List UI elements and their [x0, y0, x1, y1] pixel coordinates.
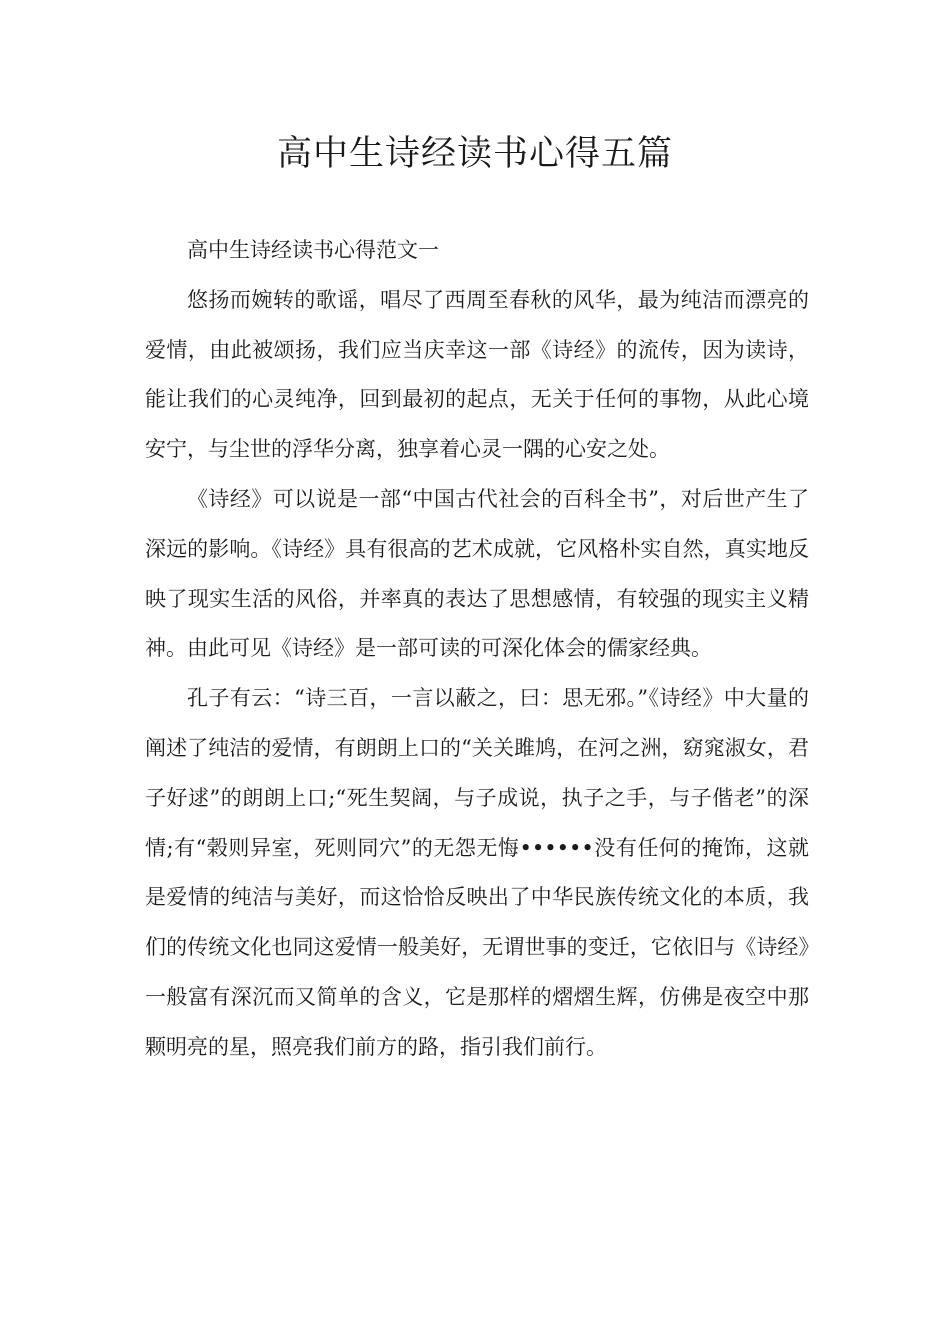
paragraph-1: 悠扬而婉转的歌谣，唱尽了西周至春秋的风华，最为纯洁而漂亮的爱情，由此被颂扬，我们应当庆幸这一部《诗经》的流传，因为读诗，能让我们的心灵纯净，回到最初的起点，无关于任何的事物，从此心境安宁，与尘世的浮华分离，独享着心灵一隅的心安之处。 [145, 287, 809, 462]
document-title: 高中生诗经读书心得五篇 [276, 134, 673, 174]
document-body [145, 226, 809, 1073]
paragraph-2: 《诗经》可以说是一部“中国古代社会的百科全书”，对后世产生了深远的影响。《诗经》具有很高的艺术成就，它风格朴实自然，真实地反映了现实生活的风俗，并率真的表达了思想感情，有较强的现实主义精神。由此可见《诗经》是一部可读的可深化体会的儒家经典。 [145, 486, 809, 661]
paragraph-3: 孔子有云：“诗三百，一言以蔽之，曰：思无邪。”《诗经》中大量的阐述了纯洁的爱情，有朗朗上口的“关关雎鸠，在河之洲，窈窕淑女，君子好逑”的朗朗上口;“死生契阔，与子成说，执子之手，与子偕老”的深情;有“榖则异室，死则同穴”的无怨无悔••••••没有任何的掩饰，这就是爱情的纯洁与美好，而这恰恰反映出了中华民族传统文化的本质，我们的传统文化也同这爱情一般美好，无谓世事的变迁，它依旧与《诗经》一般富有深沉而又简单的含义，它是那样的熠熠生辉，仿佛是夜空中那颗明亮的星，照亮我们前方的路，指引我们前行。 [145, 686, 809, 1059]
section-heading: 高中生诗经读书心得范文一 [187, 238, 439, 262]
